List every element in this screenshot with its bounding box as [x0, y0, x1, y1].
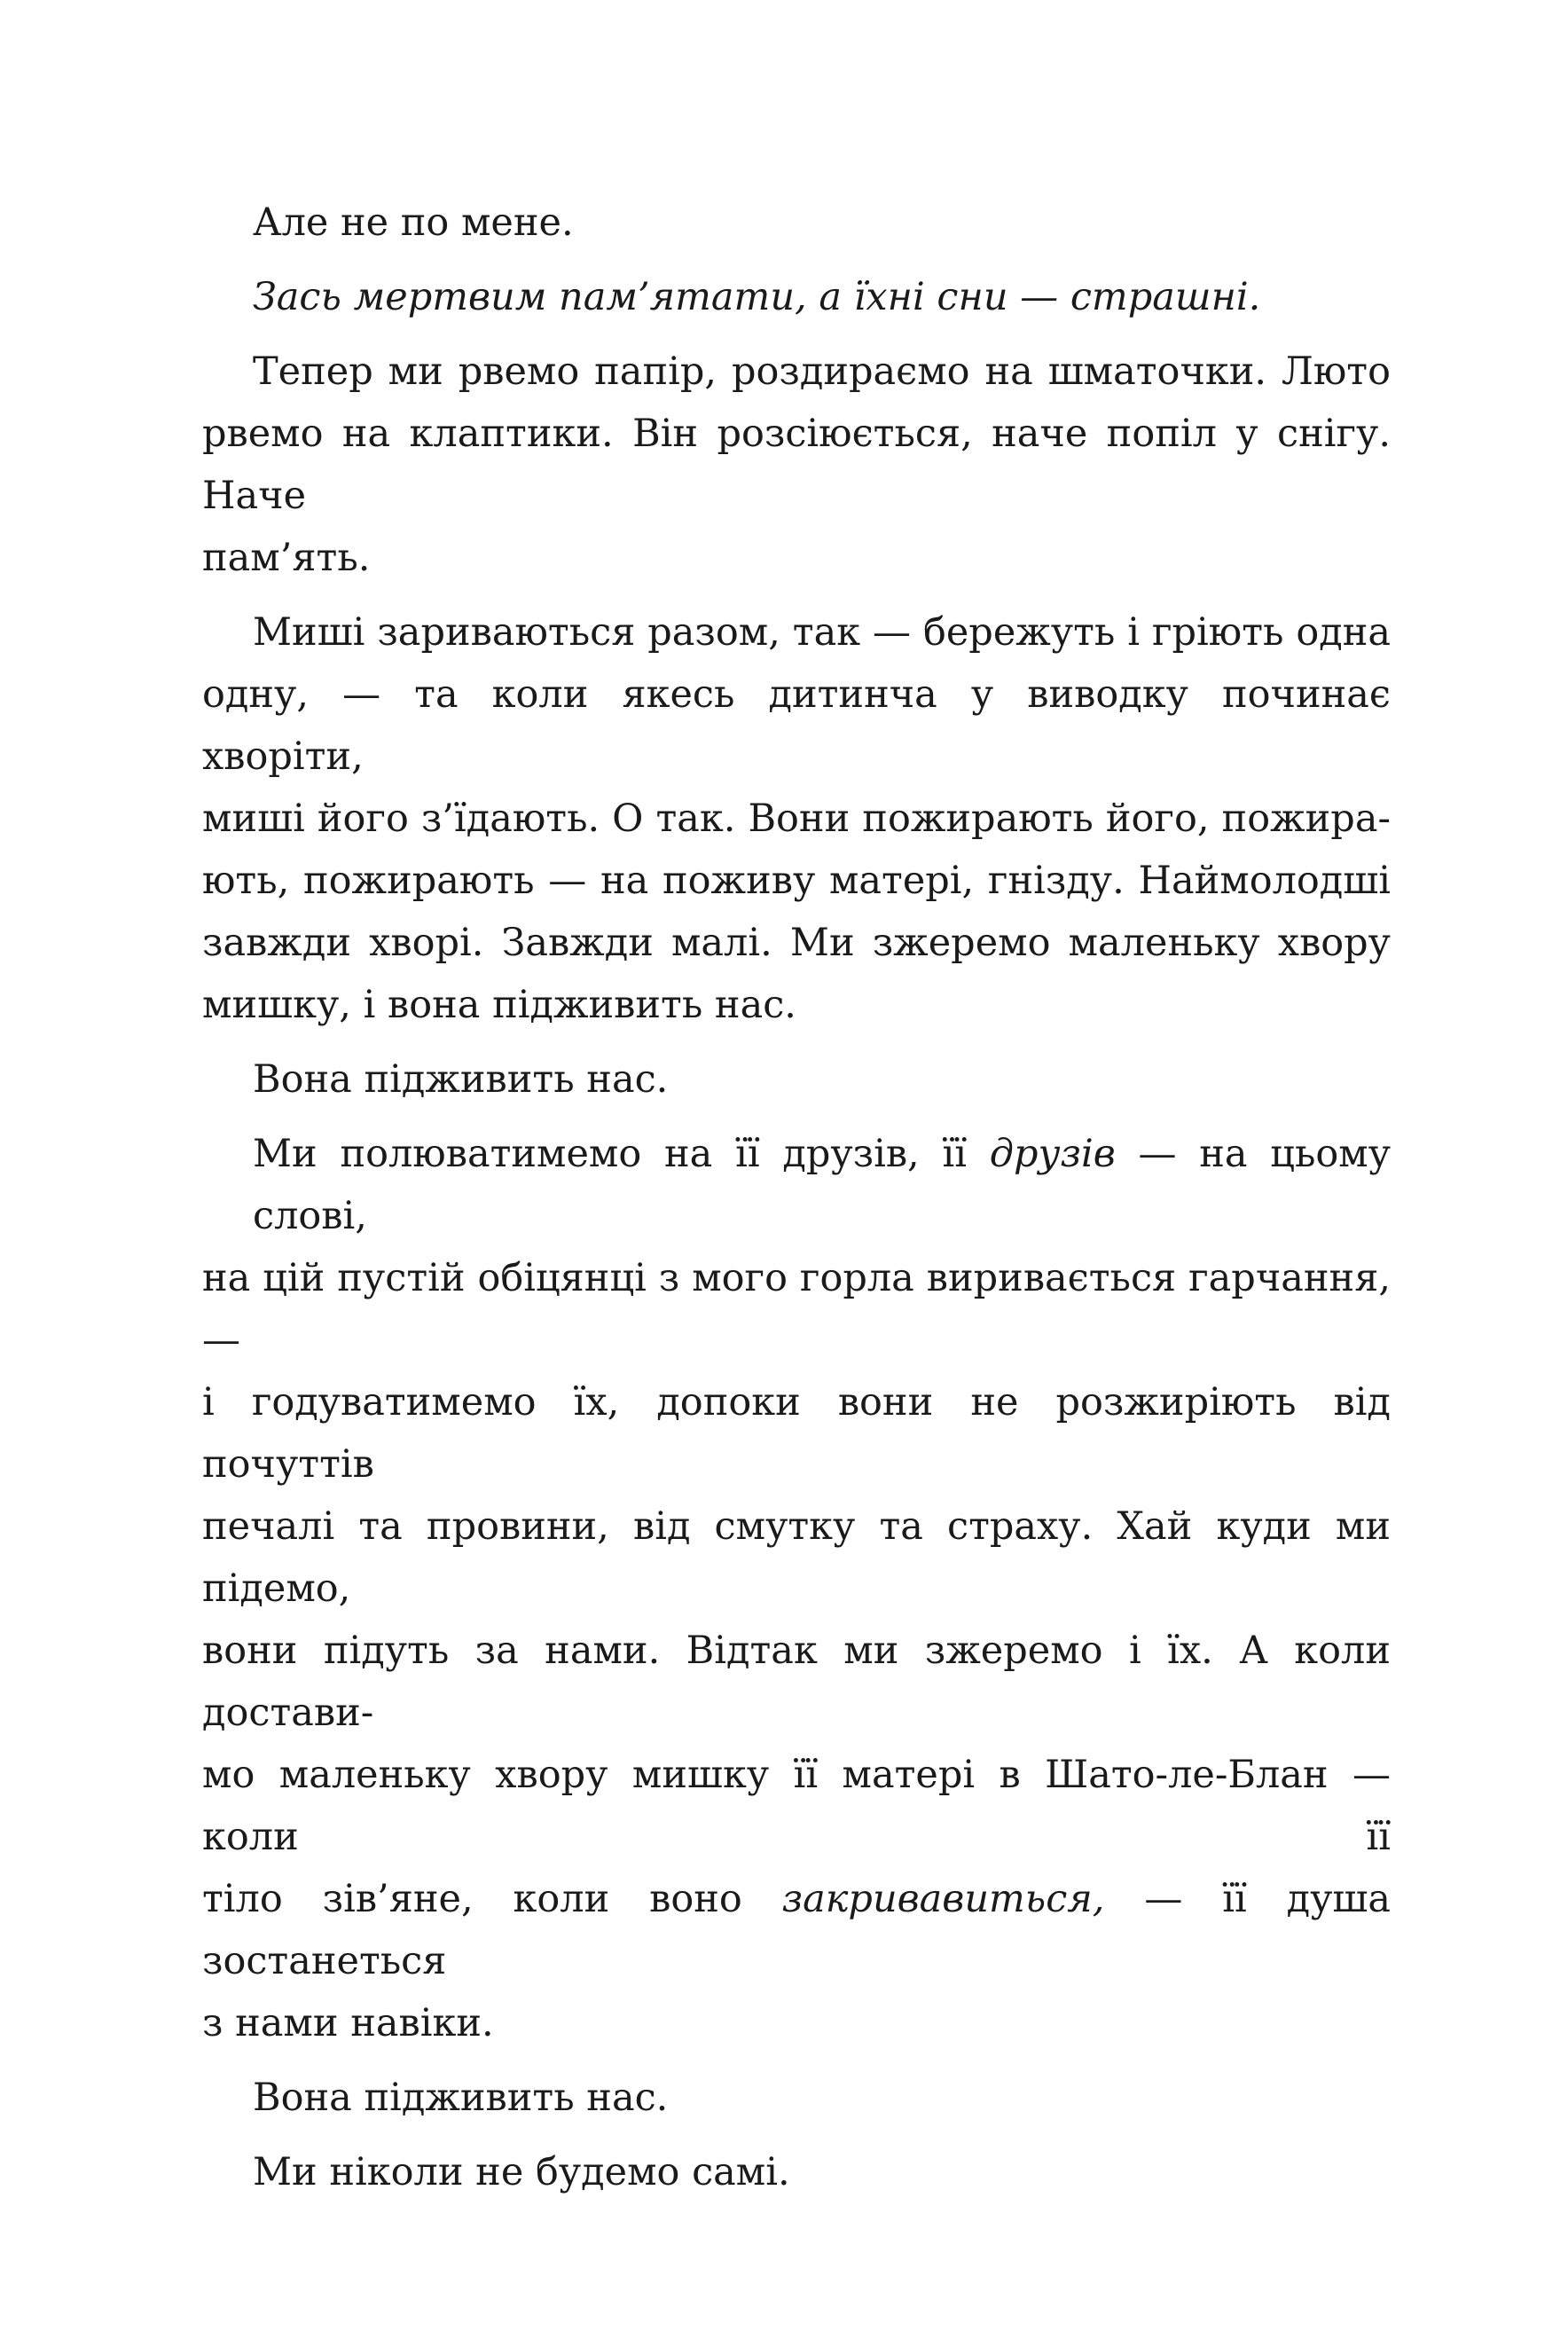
paragraph-6-line-1-italic: друзів [989, 1132, 1116, 1176]
paragraph-6-line-7-italic: закривавиться, [781, 1877, 1105, 1921]
paragraph-6-line-7-part-a: тіло зів’яне, коли воно [202, 1877, 782, 1921]
paragraph-3-line-3: пам’ять. [202, 536, 371, 580]
paragraph-2-italic [202, 266, 1391, 328]
paragraph-6-line-3: і годуватимемо їх, допоки вони не розжиріють від почуттів [202, 1380, 1391, 1487]
paragraph-6-line-4: печалі та провини, від смутку та страху. Хай куди ми підемо, [202, 1504, 1391, 1611]
paragraph-6-line-7-part-c: — її душа зостанеться [202, 1877, 1391, 1983]
paragraph-8-text: Ми ніколи не будемо самі. [253, 2150, 790, 2194]
paragraph-4 [202, 601, 1391, 1036]
paragraph-5 [202, 1048, 1391, 1111]
paragraph-7 [202, 2067, 1391, 2129]
paragraph-1-text: Але не по мене. [253, 200, 574, 245]
paragraph-4-line-3: миші його з’їдають. О так. Вони пожирають його, пожира- [202, 797, 1391, 841]
paragraph-6-line-1-part-a: Ми полюватимемо на її друзів, її [253, 1132, 990, 1176]
paragraph-4-line-2: одну, — та коли якесь дитинча у виводку починає хворіти, [202, 672, 1391, 779]
paragraph-8 [202, 2141, 1391, 2203]
paragraph-2-text: Зась мертвим пам’ятати, а їхні сни — страшні. [253, 275, 1261, 319]
paragraph-4-line-4: ють, пожирають — на поживу матері, гнізду. Наймолодші [202, 859, 1391, 903]
paragraph-6-line-5: вони підуть за нами. Відтак ми зжеремо і їх. А коли достави- [202, 1629, 1391, 1735]
paragraph-6-line-6: мо маленьку хвору мишку її матері в Шато-ле-Блан — коли її [202, 1753, 1391, 1859]
paragraph-3-line-2: рвемо на клаптики. Він розсіюється, наче попіл у снігу. Наче [202, 412, 1391, 518]
paragraph-5-text: Вона підживить нас. [253, 1057, 669, 1102]
paragraph-3-line-1: Тепер ми рвемо папір, роздираємо на шматочки. Люто [253, 349, 1391, 394]
paragraph-1 [202, 192, 1391, 254]
paragraph-6-line-2: на цій пустій обіцянці з мого горла виривається гарчання, — [202, 1256, 1391, 1362]
paragraph-4-line-5: завжди хворі. Завжди малі. Ми зжеремо маленьку хвору [202, 921, 1391, 965]
paragraph-3 [202, 341, 1391, 589]
paragraph-4-line-6: мишку, і вона підживить нас. [202, 983, 796, 1027]
paragraph-7-text: Вона підживить нас. [253, 2076, 669, 2120]
paragraph-4-line-1: Миші зариваються разом, так — бережуть і гріють одна [253, 610, 1391, 655]
paragraph-6-line-7 [202, 1868, 1391, 1992]
paragraph-6 [202, 1123, 1391, 2054]
paragraph-6-line-1-part-c: — на цьому слові, [253, 1132, 1392, 1238]
paragraph-6-line-1 [202, 1123, 1391, 1247]
paragraph-6-line-8: з нами навіки. [202, 2001, 494, 2045]
body-text [202, 192, 1391, 2216]
